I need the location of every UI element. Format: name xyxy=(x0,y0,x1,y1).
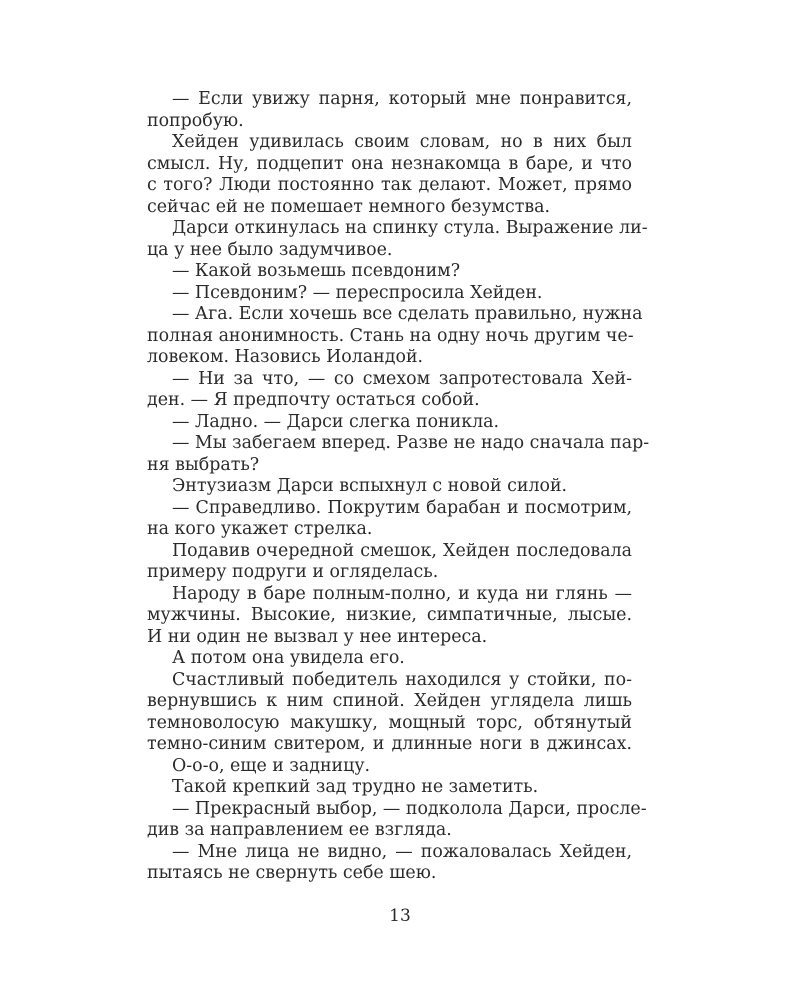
text-line: Подавив очередной смешок, Хейден последовала xyxy=(172,540,632,561)
text-line: — Если увижу парня, который мне понравится, xyxy=(172,89,632,109)
text-line: ловеком. Назовись Иоландой. xyxy=(147,347,424,367)
text-line: — Ага. Если хочешь все сделать правильно, нужна xyxy=(172,304,643,324)
text-line: ня выбрать? xyxy=(147,454,260,475)
text-line: Народу в баре полным-полно, и куда ни глянь — xyxy=(172,583,632,604)
text-line: Энтузиазм Дарси вспыхнул с новой силой. xyxy=(172,476,568,496)
text-line: ден. — Я предпочту остаться собой. xyxy=(147,390,480,410)
text-line: — Ни за что, — со смехом запротестовала Хей- xyxy=(172,368,632,389)
text-line: — Мы забегаем вперед. Разве не надо сначала пар- xyxy=(172,433,650,453)
text-line: ца у нее было задумчивое. xyxy=(147,239,393,260)
text-line: на кого укажет стрелка. xyxy=(147,519,373,539)
text-line: темноволосую макушку, мощный торс, обтянутый xyxy=(147,712,632,733)
text-line: — Мне лица не видно, — пожаловалась Хейден, xyxy=(172,841,632,862)
text-line: — Ладно. — Дарси слегка поникла. xyxy=(172,411,500,432)
text-line: А потом она увидела его. xyxy=(172,648,405,668)
page-number: 13 xyxy=(389,906,411,926)
text-line: — Псевдоним? — переспросила Хейден. xyxy=(172,282,543,303)
text-line: Такой крепкий зад трудно не заметить. xyxy=(172,777,539,797)
text-line: вернувшись к ним спиной. Хейден углядела лишь xyxy=(147,691,632,711)
text-line: — Справедливо. Покрутим барабан и посмотрим, xyxy=(172,497,632,518)
text-line: И ни один не вызвал у нее интереса. xyxy=(147,626,488,647)
text-line: пытаясь не свернуть себе шею. xyxy=(147,863,437,883)
text-line: полная анонимность. Стань на одну ночь другим че- xyxy=(147,325,634,346)
text-line: темно-синим свитером, и длинные ноги в джинсах. xyxy=(147,734,632,754)
text-line: Счастливый победитель находился у стойки, по- xyxy=(172,669,632,690)
text-line: смысл. Ну, подцепит она незнакомца в баре, и что xyxy=(147,153,632,174)
text-line: сейчас ей не помешает немного безумства. xyxy=(147,196,551,217)
text-line: О-о-о, еще и задницу. xyxy=(172,755,371,776)
text-line: — Какой возьмешь псевдоним? xyxy=(172,261,461,281)
text-line: попробую. xyxy=(147,110,244,131)
text-line: Хейден удивилась своим словам, но в них был xyxy=(172,132,632,152)
text-line: — Прекрасный выбор, — подколола Дарси, просле- xyxy=(172,798,647,819)
text-line: див за направлением ее взгляда. xyxy=(147,820,452,840)
text-line: Дарси откинулась на спинку стула. Выражение ли- xyxy=(172,218,648,238)
text-line: мужчины. Высокие, низкие, симпатичные, лысые. xyxy=(147,605,632,625)
text-line: с того? Люди постоянно так делают. Может, прямо xyxy=(147,175,632,195)
text-line: примеру подруги и огляделась. xyxy=(147,562,439,582)
body-text xyxy=(147,89,650,885)
